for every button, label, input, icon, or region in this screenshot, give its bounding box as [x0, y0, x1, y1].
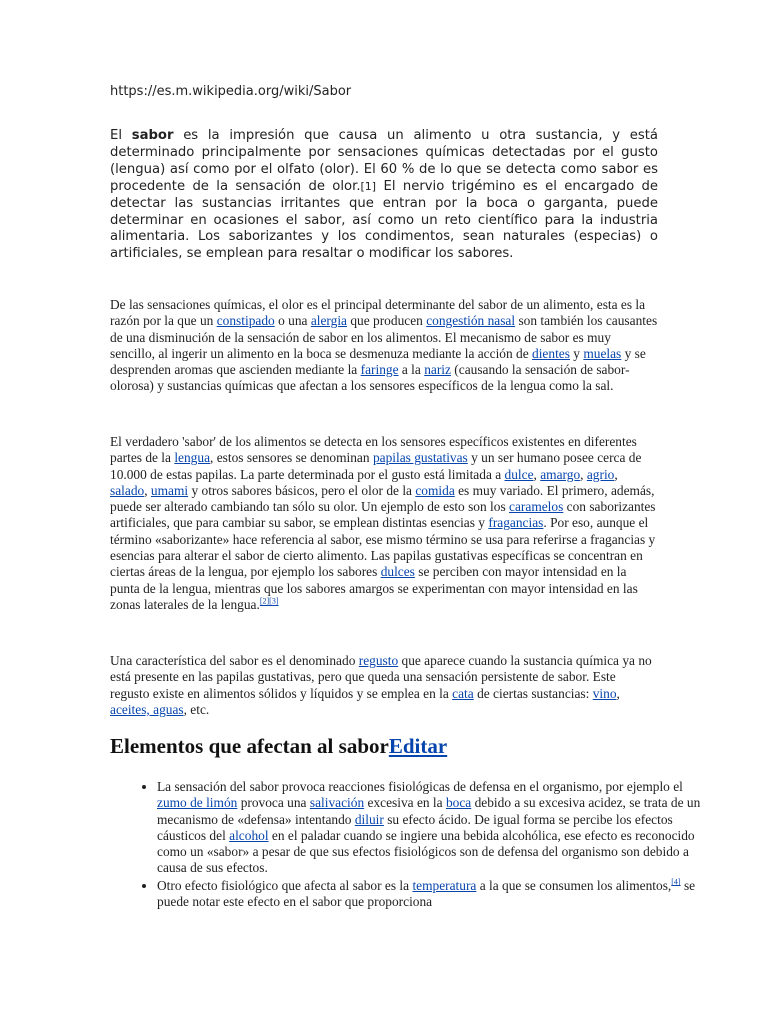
link-salivacion[interactable]: salivación	[309, 795, 365, 811]
text: y	[569, 345, 584, 361]
text: con saborizantes artificiales, que para cambiar su sabor, se emplean distintas esencias y	[110, 499, 656, 531]
text: El nervio trigémino es el encargado de detectar las sustancias irritantes que entran por la boca o garganta, puede determinar en ocasiones el sabor, así como un reto científico para la industria alimentaria. Los saborizantes y los condimentos, sean naturales (especias) o artificiales, se emplean para resaltar o modificar los sabores.	[110, 178, 658, 262]
text: ,	[533, 466, 541, 482]
text: provoca una	[237, 795, 310, 811]
text: El verdadero 'sabor' de los alimentos se detecta en los sensores específicos existentes en diferentes partes de la	[110, 434, 637, 466]
link-diluir[interactable]: diluir	[354, 811, 384, 827]
text: es la impresión que causa un alimento u otra sustancia, y está determinado principalmente por sensaciones químicas detectadas por el gusto (lengua) así como por el olfato (olor). El 60 % de lo que se detecta como sabor es procedente de la sensación de olor.	[110, 128, 658, 194]
text: . Por eso, aunque el término «saborizante» hace referencia al sabor, ese mismo término se usa para referirse a fragancias y esencias para alterar el sabor de cierto alimento. Las papilas gustativas específicas se concentran en ciertas áreas de la lengua, por ejemplo los sabores	[110, 515, 656, 580]
reference-4[interactable]: [4]	[671, 877, 681, 887]
list-item	[157, 878, 705, 911]
text: que producen	[347, 313, 427, 329]
link-alergia[interactable]: alergia	[310, 313, 347, 329]
intro-paragraph	[110, 128, 658, 263]
section-heading	[110, 734, 447, 759]
link-muelas[interactable]: muelas	[583, 345, 622, 361]
edit-link[interactable]: Editar	[388, 734, 448, 758]
bullet-list	[110, 779, 705, 911]
text: o una	[274, 313, 311, 329]
text: y otros sabores básicos, pero el olor de la	[188, 482, 416, 498]
link-congestion-nasal[interactable]: congestión nasal	[426, 313, 516, 329]
link-caramelos[interactable]: caramelos	[509, 499, 564, 515]
text: ,	[580, 466, 587, 482]
link-cata[interactable]: cata	[452, 685, 474, 701]
link-dulce[interactable]: dulce	[504, 466, 534, 482]
text: se puede notar este efecto en el sabor que proporciona	[157, 877, 696, 910]
text: La sensación del sabor provoca reacciones fisiológicas de defensa en el organismo, por ejemplo el	[157, 779, 683, 794]
link-boca[interactable]: boca	[445, 795, 472, 811]
text: que aparece cuando la sustancia química ya no está presente en las papilas gustativas, pero que queda una sensación persistente de sabor. Este regusto existe en alimentos sólidos y líquidos y se emplea en la	[110, 653, 652, 701]
link-aceites-aguas[interactable]: aceites, aguas	[110, 701, 184, 717]
text: son también los causantes de una disminución de la sensación de sabor en los alimentos. El mecanismo de sabor es muy sencillo, al ingerir un alimento en la boca se desmenuza mediante la acción de	[110, 313, 658, 361]
text: y un ser humano posee cerca de 10.000 de estas papilas. La parte determinada por el gusto está limitada a	[110, 450, 642, 482]
link-comida[interactable]: comida	[415, 482, 455, 498]
text: su efecto ácido. De igual forma se percibe los efectos cáusticos del	[157, 811, 673, 843]
link-temperatura[interactable]: temperatura	[412, 877, 477, 893]
link-dulces[interactable]: dulces	[380, 564, 415, 580]
text: debido a su excesiva acidez, se trata de un mecanismo de «defensa» intentando	[157, 795, 701, 827]
link-nariz[interactable]: nariz	[424, 362, 451, 378]
section-title: Elementos que afectan al sabor	[110, 734, 389, 758]
reference-2-3[interactable]: [2][3]	[259, 596, 279, 606]
link-regusto[interactable]: regusto	[358, 653, 399, 668]
text: a la que se consumen los alimentos,	[476, 877, 672, 893]
text: es muy variado. El primero, además, puede ser alterado cambiando tan sólo su olor. Un ejemplo de esto son los	[110, 482, 655, 515]
text: de ciertas sustancias:	[473, 685, 593, 701]
text: (causando la sensación de sabor-olorosa) y sustancias químicas que afectan a los sensores específicos de la lengua como la sal.	[110, 362, 630, 394]
list-item	[157, 779, 705, 877]
link-vino[interactable]: vino	[592, 685, 617, 701]
link-amargo[interactable]: amargo	[540, 466, 581, 482]
link-fragancias[interactable]: fragancias	[488, 515, 544, 531]
bold-term-sabor: sabor	[131, 128, 174, 143]
text: Otro efecto fisiológico que afecta al sabor es la	[157, 877, 413, 893]
text: ,	[614, 466, 618, 482]
paragraph-olor	[110, 297, 658, 395]
page-url: https://es.m.wikipedia.org/wiki/Sabor	[110, 84, 352, 99]
link-salado[interactable]: salado	[110, 482, 145, 498]
text: excesiva en la	[364, 795, 446, 811]
link-umami[interactable]: umami	[150, 482, 189, 498]
text: El	[110, 128, 132, 143]
text: ,	[616, 685, 620, 701]
text: ,	[144, 482, 151, 498]
link-alcohol[interactable]: alcohol	[229, 827, 269, 843]
link-dientes[interactable]: dientes	[532, 345, 570, 361]
text: Una característica del sabor es el denominado	[110, 653, 359, 668]
link-agrio[interactable]: agrio	[586, 466, 615, 482]
reference-1: [1]	[360, 179, 377, 193]
link-constipado[interactable]: constipado	[216, 313, 275, 329]
text: a la	[398, 362, 425, 378]
link-papilas-gustativas[interactable]: papilas gustativas	[372, 450, 468, 466]
text: , estos sensores se denominan	[210, 450, 373, 466]
link-faringe[interactable]: faringe	[360, 362, 399, 378]
text: De las sensaciones químicas, el olor es el principal determinante del sabor de un alimento, esta es la razón por la que un	[110, 297, 646, 329]
text: en el paladar cuando se ingiere una bebida alcohólica, ese efecto es reconocido como un «sabor» a pesar de que sus efectos fisiológicos son de defensa del organismo son debido a causa de sus efectos.	[157, 827, 695, 876]
link-zumo-de-limon[interactable]: zumo de limón	[157, 795, 238, 811]
link-lengua[interactable]: lengua	[174, 450, 211, 466]
paragraph-sabor-verdadero	[110, 434, 658, 613]
text: , etc.	[183, 701, 210, 717]
text: y se desprenden aromas que ascienden mediante la	[110, 345, 646, 378]
text: se perciben con mayor intensidad en la punta de la lengua, mientras que los sabores amargos se experimentan con mayor intensidad en las zonas laterales de la lengua.	[110, 564, 638, 612]
paragraph-regusto	[110, 653, 658, 718]
